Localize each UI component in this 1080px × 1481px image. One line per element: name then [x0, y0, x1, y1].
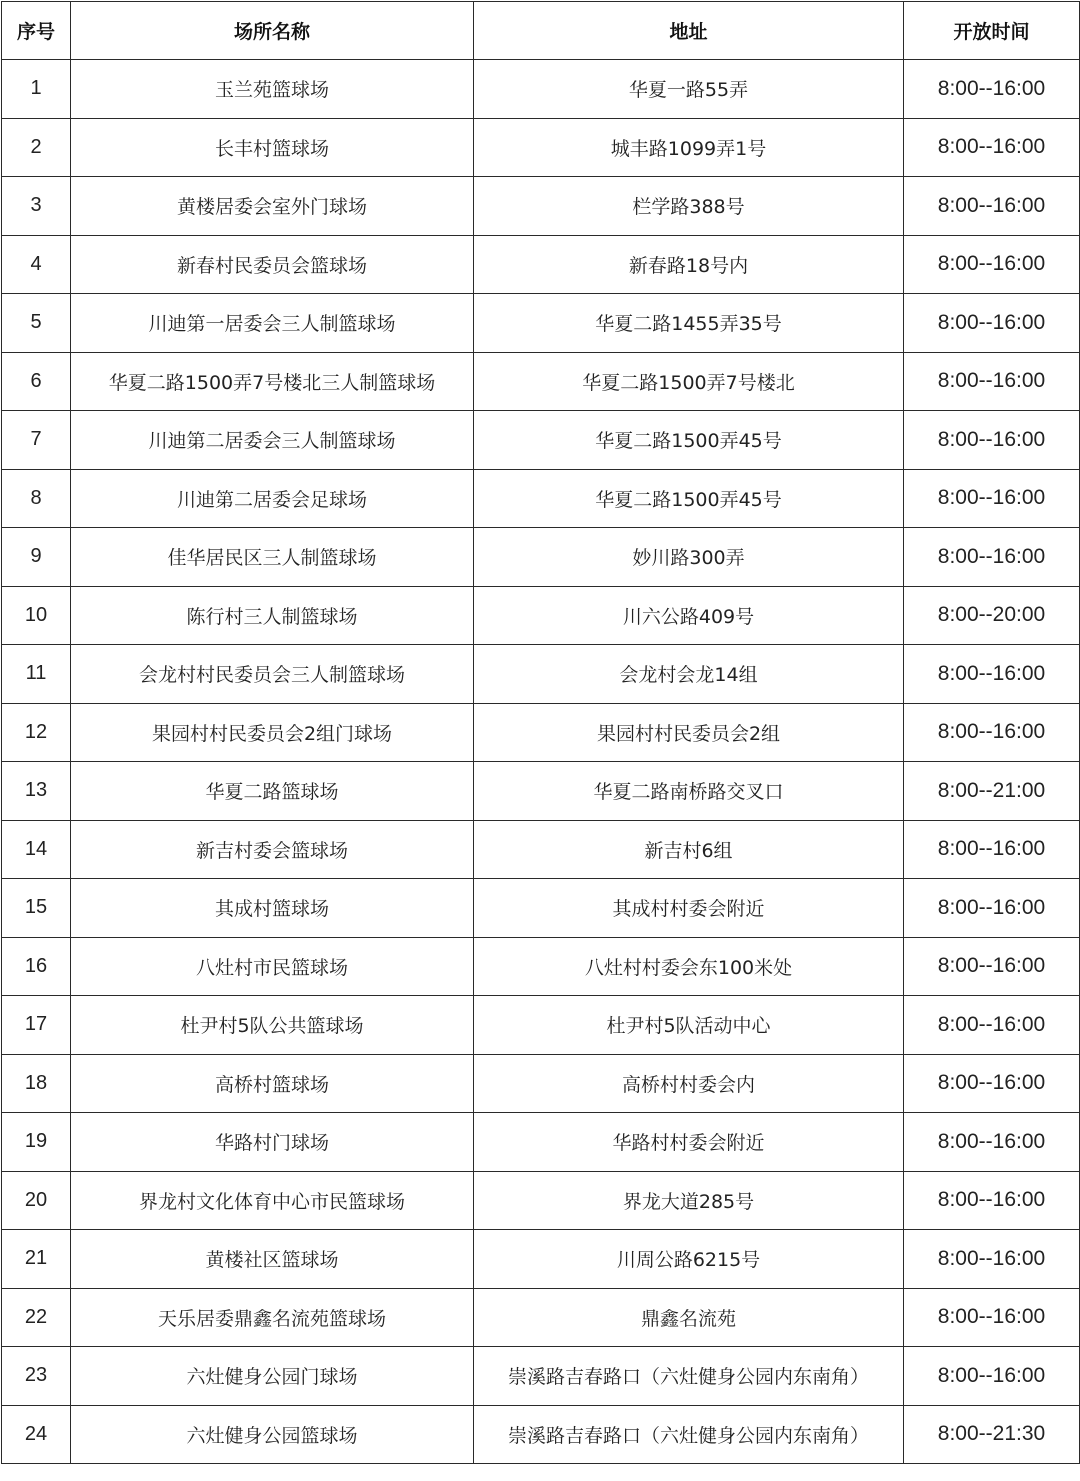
- cell-opening-hours: 8:00--20:00: [904, 586, 1080, 645]
- cell-index: 8: [2, 469, 71, 528]
- table-row: [2, 1230, 1080, 1289]
- table-header: [2, 2, 1080, 60]
- cell-index: 12: [2, 703, 71, 762]
- cell-venue-name: 华路村门球场: [71, 1113, 474, 1172]
- cell-venue-name: 新春村民委员会篮球场: [71, 235, 474, 294]
- cell-opening-hours: 8:00--16:00: [904, 879, 1080, 938]
- cell-venue-name: 会龙村村民委员会三人制篮球场: [71, 645, 474, 704]
- table-row: [2, 703, 1080, 762]
- cell-index: 16: [2, 937, 71, 996]
- cell-address: 华夏二路1500弄7号楼北: [474, 352, 904, 411]
- cell-venue-name: 界龙村文化体育中心市民篮球场: [71, 1171, 474, 1230]
- header-venue-name: 场所名称: [71, 2, 474, 60]
- cell-opening-hours: 8:00--16:00: [904, 820, 1080, 879]
- cell-opening-hours: 8:00--16:00: [904, 1054, 1080, 1113]
- cell-opening-hours: 8:00--16:00: [904, 703, 1080, 762]
- cell-venue-name: 黄楼居委会室外门球场: [71, 177, 474, 236]
- cell-address: 妙川路300弄: [474, 528, 904, 587]
- table-row: [2, 645, 1080, 704]
- cell-venue-name: 玉兰苑篮球场: [71, 60, 474, 119]
- cell-index: 20: [2, 1171, 71, 1230]
- cell-opening-hours: 8:00--16:00: [904, 294, 1080, 353]
- table-row: [2, 762, 1080, 821]
- table-row: [2, 820, 1080, 879]
- table-row: [2, 1171, 1080, 1230]
- cell-opening-hours: 8:00--21:30: [904, 1405, 1080, 1464]
- cell-opening-hours: 8:00--16:00: [904, 528, 1080, 587]
- cell-venue-name: 川迪第二居委会足球场: [71, 469, 474, 528]
- cell-index: 4: [2, 235, 71, 294]
- cell-address: 鼎鑫名流苑: [474, 1288, 904, 1347]
- cell-venue-name: 陈行村三人制篮球场: [71, 586, 474, 645]
- table-row: [2, 996, 1080, 1055]
- cell-index: 17: [2, 996, 71, 1055]
- cell-index: 3: [2, 177, 71, 236]
- cell-venue-name: 八灶村市民篮球场: [71, 937, 474, 996]
- cell-address: 会龙村会龙14组: [474, 645, 904, 704]
- header-opening-hours: 开放时间: [904, 2, 1080, 60]
- cell-opening-hours: 8:00--16:00: [904, 1288, 1080, 1347]
- table-body: [2, 60, 1080, 1464]
- table-row: [2, 352, 1080, 411]
- cell-address: 川周公路6215号: [474, 1230, 904, 1289]
- cell-opening-hours: 8:00--16:00: [904, 645, 1080, 704]
- cell-venue-name: 华夏二路篮球场: [71, 762, 474, 821]
- header-row: [2, 2, 1080, 60]
- cell-index: 10: [2, 586, 71, 645]
- cell-index: 22: [2, 1288, 71, 1347]
- cell-address: 华夏二路1500弄45号: [474, 469, 904, 528]
- table-row: [2, 528, 1080, 587]
- cell-venue-name: 其成村篮球场: [71, 879, 474, 938]
- cell-index: 14: [2, 820, 71, 879]
- cell-opening-hours: 8:00--16:00: [904, 1171, 1080, 1230]
- cell-venue-name: 天乐居委鼎鑫名流苑篮球场: [71, 1288, 474, 1347]
- cell-opening-hours: 8:00--16:00: [904, 60, 1080, 119]
- table-row: [2, 235, 1080, 294]
- cell-index: 9: [2, 528, 71, 587]
- cell-address: 华夏二路1455弄35号: [474, 294, 904, 353]
- table-row: [2, 177, 1080, 236]
- cell-venue-name: 高桥村篮球场: [71, 1054, 474, 1113]
- cell-opening-hours: 8:00--16:00: [904, 1113, 1080, 1172]
- cell-opening-hours: 8:00--16:00: [904, 937, 1080, 996]
- table-row: [2, 879, 1080, 938]
- cell-address: 华夏二路1500弄45号: [474, 411, 904, 470]
- cell-index: 23: [2, 1347, 71, 1406]
- table-row: [2, 118, 1080, 177]
- cell-venue-name: 果园村村民委员会2组门球场: [71, 703, 474, 762]
- cell-index: 13: [2, 762, 71, 821]
- cell-opening-hours: 8:00--16:00: [904, 1230, 1080, 1289]
- table-row: [2, 411, 1080, 470]
- cell-address: 城丰路1099弄1号: [474, 118, 904, 177]
- cell-opening-hours: 8:00--16:00: [904, 118, 1080, 177]
- cell-address: 界龙大道285号: [474, 1171, 904, 1230]
- table-row: [2, 1347, 1080, 1406]
- cell-venue-name: 长丰村篮球场: [71, 118, 474, 177]
- cell-opening-hours: 8:00--16:00: [904, 235, 1080, 294]
- cell-venue-name: 六灶健身公园篮球场: [71, 1405, 474, 1464]
- cell-address: 川六公路409号: [474, 586, 904, 645]
- cell-venue-name: 杜尹村5队公共篮球场: [71, 996, 474, 1055]
- cell-index: 19: [2, 1113, 71, 1172]
- cell-address: 崇溪路吉春路口（六灶健身公园内东南角）: [474, 1347, 904, 1406]
- cell-venue-name: 黄楼社区篮球场: [71, 1230, 474, 1289]
- cell-opening-hours: 8:00--16:00: [904, 996, 1080, 1055]
- cell-index: 15: [2, 879, 71, 938]
- cell-address: 高桥村村委会内: [474, 1054, 904, 1113]
- cell-opening-hours: 8:00--16:00: [904, 352, 1080, 411]
- cell-address: 果园村村民委员会2组: [474, 703, 904, 762]
- cell-address: 新春路18号内: [474, 235, 904, 294]
- cell-address: 华夏二路南桥路交叉口: [474, 762, 904, 821]
- cell-address: 其成村村委会附近: [474, 879, 904, 938]
- cell-venue-name: 新吉村委会篮球场: [71, 820, 474, 879]
- cell-opening-hours: 8:00--16:00: [904, 469, 1080, 528]
- cell-venue-name: 川迪第二居委会三人制篮球场: [71, 411, 474, 470]
- cell-opening-hours: 8:00--21:00: [904, 762, 1080, 821]
- cell-index: 21: [2, 1230, 71, 1289]
- table-row: [2, 937, 1080, 996]
- cell-index: 18: [2, 1054, 71, 1113]
- cell-index: 5: [2, 294, 71, 353]
- cell-address: 栏学路388号: [474, 177, 904, 236]
- cell-address: 华路村村委会附近: [474, 1113, 904, 1172]
- cell-index: 6: [2, 352, 71, 411]
- cell-index: 11: [2, 645, 71, 704]
- cell-venue-name: 六灶健身公园门球场: [71, 1347, 474, 1406]
- cell-index: 2: [2, 118, 71, 177]
- header-index: 序号: [2, 2, 71, 60]
- cell-index: 24: [2, 1405, 71, 1464]
- table-row: [2, 1113, 1080, 1172]
- table-row: [2, 469, 1080, 528]
- cell-address: 新吉村6组: [474, 820, 904, 879]
- cell-index: 1: [2, 60, 71, 119]
- table-row: [2, 294, 1080, 353]
- cell-opening-hours: 8:00--16:00: [904, 177, 1080, 236]
- table-row: [2, 1054, 1080, 1113]
- table-row: [2, 60, 1080, 119]
- table-row: [2, 586, 1080, 645]
- cell-venue-name: 华夏二路1500弄7号楼北三人制篮球场: [71, 352, 474, 411]
- cell-address: 八灶村村委会东100米处: [474, 937, 904, 996]
- cell-address: 华夏一路55弄: [474, 60, 904, 119]
- cell-venue-name: 川迪第一居委会三人制篮球场: [71, 294, 474, 353]
- table-row: [2, 1405, 1080, 1464]
- table-row: [2, 1288, 1080, 1347]
- cell-venue-name: 佳华居民区三人制篮球场: [71, 528, 474, 587]
- venue-table: [1, 1, 1080, 1464]
- cell-opening-hours: 8:00--16:00: [904, 411, 1080, 470]
- cell-address: 崇溪路吉春路口（六灶健身公园内东南角）: [474, 1405, 904, 1464]
- cell-index: 7: [2, 411, 71, 470]
- cell-opening-hours: 8:00--16:00: [904, 1347, 1080, 1406]
- cell-address: 杜尹村5队活动中心: [474, 996, 904, 1055]
- header-address: 地址: [474, 2, 904, 60]
